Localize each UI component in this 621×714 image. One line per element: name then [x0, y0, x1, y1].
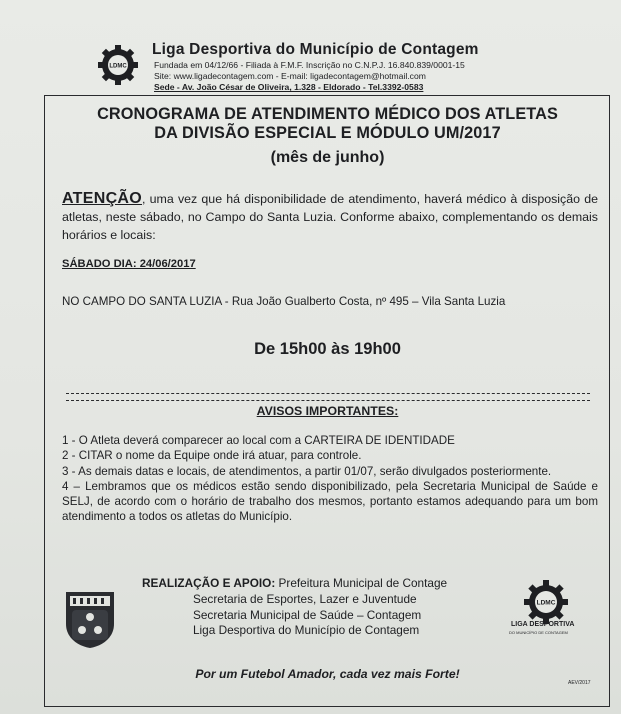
- organizers-heading: REALIZAÇÃO E APOIO:: [142, 576, 276, 590]
- municipal-crest-icon: [64, 590, 116, 650]
- notices-list: [62, 433, 598, 525]
- liga-logo-text: LDMC: [109, 63, 127, 70]
- document-stamp: AEV/2017: [568, 680, 591, 686]
- title-line-1: CRONOGRAMA DE ATENDIMENTO MÉDICO DOS ATLETAS: [97, 105, 558, 123]
- organizer-prefeitura: Prefeitura Municipal de Contage: [278, 576, 448, 590]
- ldmc-logo-label: LIGA DESPORTIVA: [511, 621, 575, 628]
- saturday-date: SÁBADO DIA: 24/06/2017: [62, 258, 196, 270]
- league-title: Liga Desportiva do Município de Contagem: [152, 41, 479, 58]
- organizer-secretaria-saude: Secretaria Municipal de Saúde – Contagem: [193, 607, 422, 622]
- venue-address: NO CAMPO DO SANTA LUZIA - Rua João Gualberto Costa, nº 495 – Vila Santa Luzia: [62, 295, 506, 308]
- liga-gear-logo-icon: [97, 44, 139, 86]
- ldmc-logo-text: LDMC: [536, 599, 556, 607]
- ldmc-gear-logo-icon: [523, 579, 569, 625]
- organizers-block: [142, 576, 447, 639]
- attention-word: ATENÇÃO: [62, 190, 143, 207]
- double-dashed-divider: [66, 393, 590, 401]
- header-address-line: Sede - Av. João César de Oliveira, 1.328 - Eldorado - Tel.3392-0583: [154, 82, 424, 92]
- header-contact-line: Site: www.ligadecontagem.com - E-mail: ligadecontagem@hotmail.com: [154, 71, 426, 81]
- organizer-liga: Liga Desportiva do Município de Contagem: [193, 623, 420, 638]
- attention-paragraph: [62, 190, 598, 244]
- service-hours: De 15h00 às 19h00: [254, 340, 401, 358]
- ldmc-logo-sub: DO MUNICÍPIO DE CONTAGEM: [509, 630, 568, 635]
- notice-item: 1 - O Atleta deverá comparecer ao local com a CARTEIRA DE IDENTIDADE: [62, 434, 455, 447]
- document-subtitle: (mês de junho): [270, 149, 385, 166]
- title-line-2: DA DIVISÃO ESPECIAL E MÓDULO UM/2017: [154, 124, 501, 142]
- footer-slogan: Por um Futebol Amador, cada vez mais Forte!: [195, 667, 460, 681]
- header-founded-line: Fundada em 04/12/66 - Filiada à F.M.F. Inscrição no C.N.P.J. 16.840.839/0001-15: [154, 60, 465, 70]
- notice-item: 4 – Lembramos que os médicos estão sendo disponibilizado, pela Secretaria Municipal de Saúde e SELJ, de acordo com o horário de trabalho dos mesmos, portanto estamos adequando para um bom atendimento a todos os atletas do Município.: [62, 479, 598, 524]
- notices-heading: AVISOS IMPORTANTES:: [256, 404, 399, 418]
- notice-item: 3 - As demais datas e locais, de atendimentos, a partir 01/07, serão divulgados posteriormente.: [62, 464, 552, 478]
- organizer-secretaria-esportes: Secretaria de Esportes, Lazer e Juventude: [193, 591, 417, 606]
- notice-item: 2 - CITAR o nome da Equipe onde irá atuar, para controle.: [62, 449, 362, 463]
- document-title: [50, 105, 605, 143]
- attention-text: , uma vez que há disponibilidade de atendimento, haverá médico à disposição de atletas, neste sábado, no Campo do Santa Luzia. Conforme abaixo, complementando os demais horários e locais:: [62, 192, 598, 242]
